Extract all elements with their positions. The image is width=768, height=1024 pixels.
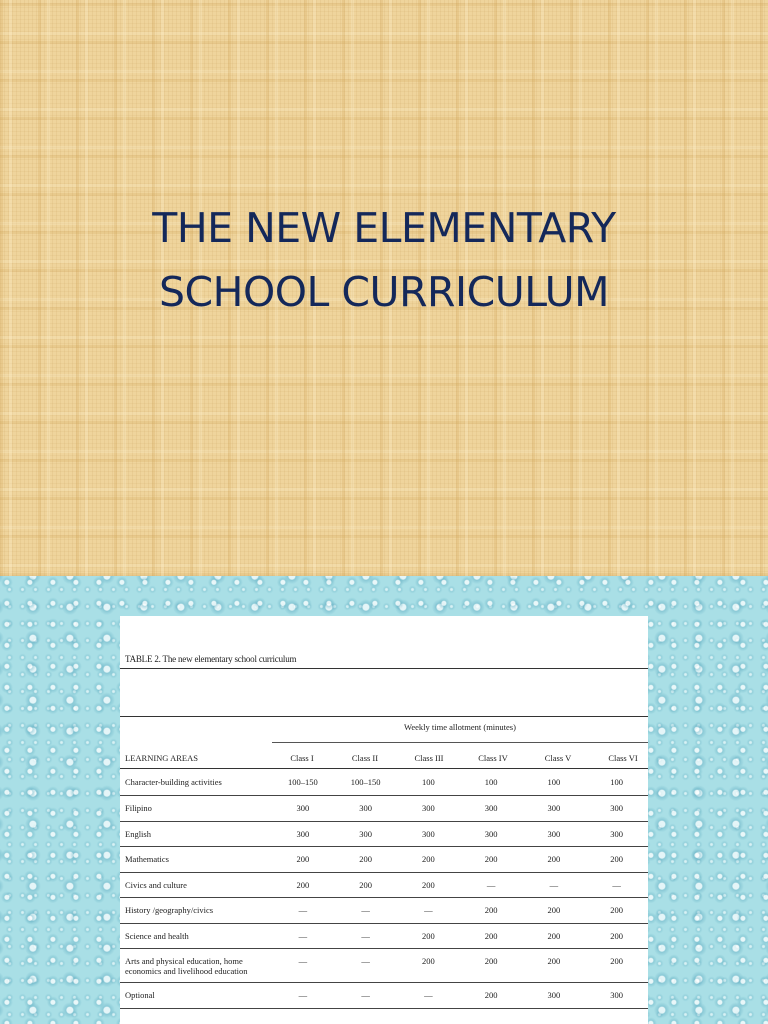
minutes-cell: 200 (460, 983, 523, 1009)
column-header-class-3: Class III (414, 753, 444, 763)
minutes-cell: 300 (523, 821, 586, 847)
divider (120, 668, 648, 669)
minutes-cell: 200 (460, 949, 523, 983)
minutes-cell: 200 (585, 847, 648, 873)
table-row (120, 983, 648, 1009)
curriculum-table (120, 770, 648, 1024)
minutes-cell: 300 (460, 821, 523, 847)
table-caption: TABLE 2. The new elementary school curriculum (125, 654, 297, 664)
minutes-cell: 300 (585, 796, 648, 822)
minutes-cell: 200 (523, 949, 586, 983)
minutes-cell: 100–150 (272, 770, 335, 796)
minutes-cell: — (460, 872, 523, 898)
learning-area-cell: Mathematics (120, 847, 272, 873)
minutes-cell: 300 (585, 983, 648, 1009)
minutes-cell: 200 (523, 923, 586, 949)
divider (120, 768, 648, 769)
minutes-cell: 100 (397, 770, 460, 796)
minutes-cell: 300 (272, 821, 335, 847)
column-header-class-1: Class I (290, 753, 314, 763)
minutes-cell: — (272, 898, 335, 924)
learning-area-cell: Optional (120, 983, 272, 1009)
scanned-table-document (120, 616, 648, 1024)
minutes-cell: 300 (585, 821, 648, 847)
table-row (120, 847, 648, 873)
minutes-cell: 300 (334, 796, 397, 822)
minutes-cell: 200 (397, 847, 460, 873)
minutes-cell: 300 (334, 821, 397, 847)
minutes-cell: 200 (397, 949, 460, 983)
minutes-cell: 200 (523, 898, 586, 924)
minutes-cell: 200 (272, 847, 335, 873)
column-header-class-5: Class V (544, 753, 572, 763)
minutes-cell: 200 (585, 949, 648, 983)
minutes-cell: 300 (523, 983, 586, 1009)
table-row (120, 923, 648, 949)
slide-title-line-2: SCHOOL CURRICULUM (159, 268, 609, 316)
minutes-cell: 300 (397, 796, 460, 822)
minutes-cell: 200 (272, 872, 335, 898)
minutes-cell: — (334, 923, 397, 949)
minutes-cell: 200 (460, 898, 523, 924)
learning-area-cell: English (120, 821, 272, 847)
learning-area-cell: Science and health (120, 923, 272, 949)
minutes-cell: — (272, 949, 335, 983)
minutes-cell: 100–150 (334, 770, 397, 796)
minutes-cell: 200 (585, 898, 648, 924)
minutes-cell: 200 (523, 847, 586, 873)
minutes-cell: 300 (460, 796, 523, 822)
learning-area-cell: History /geography/civics (120, 898, 272, 924)
column-header-class-6: Class VI (608, 753, 638, 763)
column-header-class-4: Class IV (478, 753, 508, 763)
minutes-cell: — (334, 983, 397, 1009)
table-row (120, 898, 648, 924)
learning-area-cell: Filipino (120, 796, 272, 822)
divider (272, 742, 648, 743)
minutes-cell: 100 (585, 770, 648, 796)
minutes-cell: 200 (334, 872, 397, 898)
column-group-header: Weekly time allotment (minutes) (404, 722, 516, 732)
table-slide (0, 576, 768, 1024)
learning-area-cell: Arts and physical education, home economics and livelihood education (120, 949, 272, 983)
divider (120, 716, 648, 717)
minutes-cell: 100 (460, 770, 523, 796)
learning-area-cell: Character-building activities (120, 770, 272, 796)
minutes-cell: — (397, 898, 460, 924)
minutes-cell: 100 (523, 770, 586, 796)
minutes-cell: — (272, 923, 335, 949)
table-row (120, 821, 648, 847)
minutes-cell: — (334, 949, 397, 983)
minutes-cell: 200 (585, 923, 648, 949)
learning-areas-header: LEARNING AREAS (125, 753, 198, 763)
minutes-cell: 200 (334, 847, 397, 873)
minutes-cell: 200 (397, 923, 460, 949)
minutes-cell: 200 (460, 847, 523, 873)
table-row (120, 770, 648, 796)
minutes-cell: — (397, 983, 460, 1009)
minutes-cell: 300 (397, 821, 460, 847)
minutes-cell: — (523, 872, 586, 898)
minutes-cell: 200 (460, 923, 523, 949)
minutes-cell: — (272, 983, 335, 1009)
table-row (120, 872, 648, 898)
minutes-cell: — (334, 898, 397, 924)
column-header-class-2: Class II (351, 753, 379, 763)
minutes-cell: 300 (523, 796, 586, 822)
table-row (120, 949, 648, 983)
minutes-cell: 200 (397, 872, 460, 898)
table-row (120, 796, 648, 822)
minutes-cell: 300 (272, 796, 335, 822)
empty-row (120, 1008, 648, 1024)
slide-title (60, 196, 708, 324)
minutes-cell: — (585, 872, 648, 898)
learning-area-cell: Civics and culture (120, 872, 272, 898)
slide-title-line-1: THE NEW ELEMENTARY (152, 204, 616, 252)
